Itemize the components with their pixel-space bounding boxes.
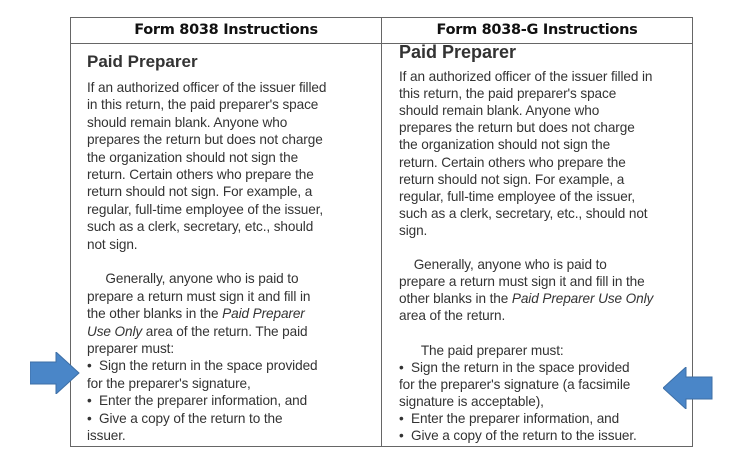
text-segment: other blanks in the bbox=[399, 291, 512, 307]
text-segment: return should not sign. For example, a bbox=[399, 171, 625, 187]
text-segment: return. Certain others who prepare the bbox=[399, 154, 626, 170]
paragraph-line bbox=[87, 358, 318, 373]
column-divider bbox=[381, 18, 382, 446]
paragraph-line bbox=[399, 257, 607, 272]
text-segment: regular, full-time employee of the issuer, bbox=[87, 201, 324, 217]
paragraph-line bbox=[399, 428, 637, 443]
arrow-right-icon bbox=[30, 352, 80, 394]
text-segment: for the preparer's signature, bbox=[87, 375, 251, 391]
section-title: Paid Preparer bbox=[87, 52, 198, 71]
arrow-left-icon bbox=[663, 367, 713, 409]
paragraph-line bbox=[87, 376, 251, 391]
text-segment: • Sign the return in the space provided bbox=[87, 358, 318, 374]
text-segment: not sign. bbox=[87, 236, 138, 252]
text-segment: issuer. bbox=[87, 428, 126, 443]
form-8038g-column bbox=[399, 42, 654, 444]
text-segment: this return, the paid preparer's space bbox=[399, 86, 617, 102]
paragraph-line bbox=[399, 86, 616, 101]
paragraph-line bbox=[399, 394, 544, 409]
paragraph-line bbox=[399, 69, 652, 84]
text-segment: such as a clerk, secretary, etc., should bbox=[87, 219, 314, 235]
text-segment: sign. bbox=[399, 222, 428, 238]
text-segment: area of the return. The paid bbox=[142, 323, 308, 339]
italic-text: Paid Preparer bbox=[222, 306, 305, 322]
text-segment: return should not sign. For example, a bbox=[87, 184, 313, 200]
text-segment: • Give a copy of the return to the issuer. bbox=[399, 428, 637, 444]
paragraph-line bbox=[399, 274, 645, 289]
paragraph-line bbox=[399, 206, 647, 221]
text-segment: return. Certain others who prepare the bbox=[87, 167, 314, 182]
text-segment: • Give a copy of the return to the bbox=[87, 410, 283, 426]
text-segment: Generally, anyone who is paid to bbox=[399, 257, 607, 273]
text-segment: The paid preparer must: bbox=[399, 342, 564, 358]
paragraph-line bbox=[399, 223, 427, 238]
paragraph-line bbox=[399, 343, 564, 358]
paragraph-line bbox=[399, 189, 635, 204]
paragraph-line bbox=[87, 306, 305, 321]
paragraph-line bbox=[399, 155, 626, 170]
text-segment: for the preparer's signature (a facsimile bbox=[399, 376, 631, 392]
text-segment: such as a clerk, secretary, etc., should not bbox=[399, 205, 648, 221]
paragraph-line bbox=[87, 237, 138, 252]
form-8038-column bbox=[87, 52, 327, 443]
paragraph-line bbox=[87, 202, 323, 217]
paragraph-line bbox=[87, 324, 307, 339]
text-segment: the organization should not sign the bbox=[399, 137, 611, 153]
text-segment: prepare a return must sign it and fill in the bbox=[399, 274, 645, 290]
paragraph-line bbox=[87, 97, 318, 112]
text-segment: prepare a return must sign it and fill in bbox=[87, 288, 311, 304]
text-segment: the organization should not sign the bbox=[87, 149, 299, 165]
section-title: Paid Preparer bbox=[399, 42, 517, 62]
text-segment: signature is acceptable), bbox=[399, 393, 544, 409]
paragraph-line bbox=[399, 360, 630, 375]
text-segment: Generally, anyone who is paid to bbox=[87, 271, 299, 287]
text-segment: prepares the return but does not charge bbox=[399, 120, 635, 136]
text-segment: prepares the return but does not charge bbox=[87, 132, 323, 148]
text-segment: area of the return. bbox=[399, 308, 506, 324]
left-column-header: Form 8038 Instructions bbox=[134, 22, 318, 38]
paragraph-line bbox=[87, 271, 298, 286]
paragraph-line bbox=[87, 80, 326, 95]
paragraph-line bbox=[87, 428, 126, 443]
text-segment: should remain blank. Anyone who bbox=[399, 103, 600, 119]
paragraph-line bbox=[87, 289, 310, 304]
paragraph-line bbox=[87, 115, 287, 130]
paragraph-line bbox=[87, 184, 312, 199]
text-segment: If an authorized officer of the issuer filled bbox=[87, 80, 327, 95]
paragraph-line bbox=[87, 393, 307, 408]
paragraph-line bbox=[399, 377, 630, 392]
text-segment: • Enter the preparer information, and bbox=[399, 411, 620, 426]
paragraph-line bbox=[399, 137, 610, 152]
paragraph-line bbox=[87, 150, 298, 165]
paragraph-line bbox=[87, 132, 323, 147]
text-segment: • Sign the return in the space provided bbox=[399, 359, 630, 375]
paragraph-line bbox=[87, 411, 282, 426]
text-segment: in this return, the paid preparer's space bbox=[87, 97, 319, 113]
text-segment: regular, full-time employee of the issuer, bbox=[399, 188, 636, 204]
text-segment: • Enter the preparer information, and bbox=[87, 393, 308, 409]
paragraph-line bbox=[399, 308, 505, 323]
paragraph-line bbox=[399, 172, 624, 187]
paragraph-line bbox=[87, 219, 313, 234]
paragraph-line bbox=[399, 103, 599, 118]
paragraph-line bbox=[87, 167, 314, 182]
italic-text: Paid Preparer Use Only bbox=[511, 291, 654, 307]
right-column-header: Form 8038-G Instructions bbox=[436, 22, 638, 38]
paragraph-line bbox=[399, 291, 653, 306]
paragraph-line bbox=[87, 341, 174, 356]
text-segment: the other blanks in the bbox=[87, 306, 223, 322]
text-segment: If an authorized officer of the issuer filled in bbox=[399, 69, 653, 84]
text-segment: preparer must: bbox=[87, 341, 174, 356]
paragraph-line bbox=[399, 411, 619, 426]
italic-text: Use Only bbox=[87, 323, 143, 339]
paragraph-line bbox=[399, 120, 635, 135]
text-segment: should remain blank. Anyone who bbox=[87, 114, 288, 130]
